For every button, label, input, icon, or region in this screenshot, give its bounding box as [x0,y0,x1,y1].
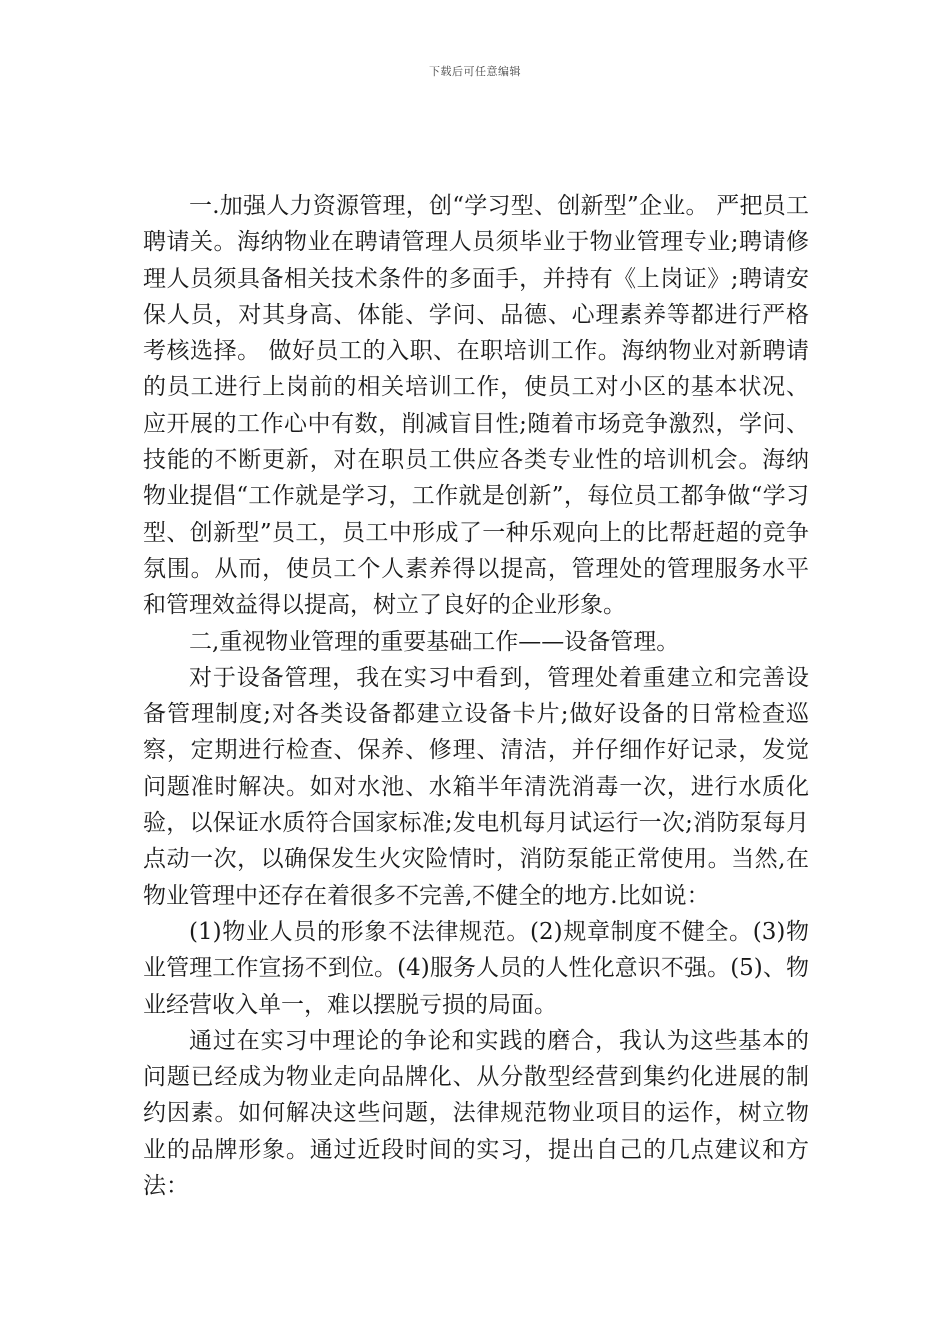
paragraph-hr-management: 一.加强人力资源管理，创“学习型、创新型”企业。 严把员工聘请关。海纳物业在聘请管理人员须毕业于物业管理专业;聘请修理人员须具备相关技术条件的多面手，并持有《上岗证》;聘请安保人员，对其身高、体能、学问、品德、心理素养等都进行严格考核选择。 做好员工的入职、在职培训工作。海纳物业对新聘请的员工进行上岗前的相关培训工作，使员工对小区的基本状况、应开展的工作心中有数，削减盲目性;随着市场竞争激烈，学问、技能的不断更新，对在职员工供应各类专业性的培训机会。海纳物业提倡“工作就是学习，工作就是创新”，每位员工都争做“学习型、创新型”员工，员工中形成了一种乐观向上的比帮赶超的竞争氛围。从而，使员工个人素养得以提高，管理处的管理服务水平和管理效益得以提高，树立了良好的企业形象。 [143,193,809,619]
paragraph-problem-list: (1)物业人员的形象不法律规范。(2)规章制度不健全。(3)物业管理工作宣扬不到位。(4)服务人员的人性化意识不强。(5)、物业经营收入单一，难以摆脱亏损的局面。 [143,918,809,1018]
page-header: 下载后可任意编辑 [429,65,521,78]
paragraph-equipment-heading: 二,重视物业管理的重要基础工作——设备管理。 [189,628,680,655]
paragraph-equipment-management: 对于设备管理，我在实习中看到，管理处着重建立和完善设备管理制度;对各类设备都建立设备卡片;做好设备的日常检查巡察，定期进行检查、保养、修理、清洁，并仔细作好记录，发觉问题准时解决。如对水池、水箱半年清洗消毒一次，进行水质化验，以保证水质符合国家标准;发电机每月试运行一次;消防泵每月点动一次，以确保发生火灾险情时，消防泵能正常使用。当然,在物业管理中还存在着很多不完善,不健全的地方.比如说： [143,664,809,909]
document-body [143,188,809,1204]
paragraph-conclusion: 通过在实习中理论的争论和实践的磨合，我认为这些基本的问题已经成为物业走向品牌化、从分散型经营到集约化进展的制约因素。如何解决这些问题，法律规范物业项目的运作，树立物业的品牌形象。通过近段时间的实习，提出自己的几点建议和方法： [143,1027,809,1200]
